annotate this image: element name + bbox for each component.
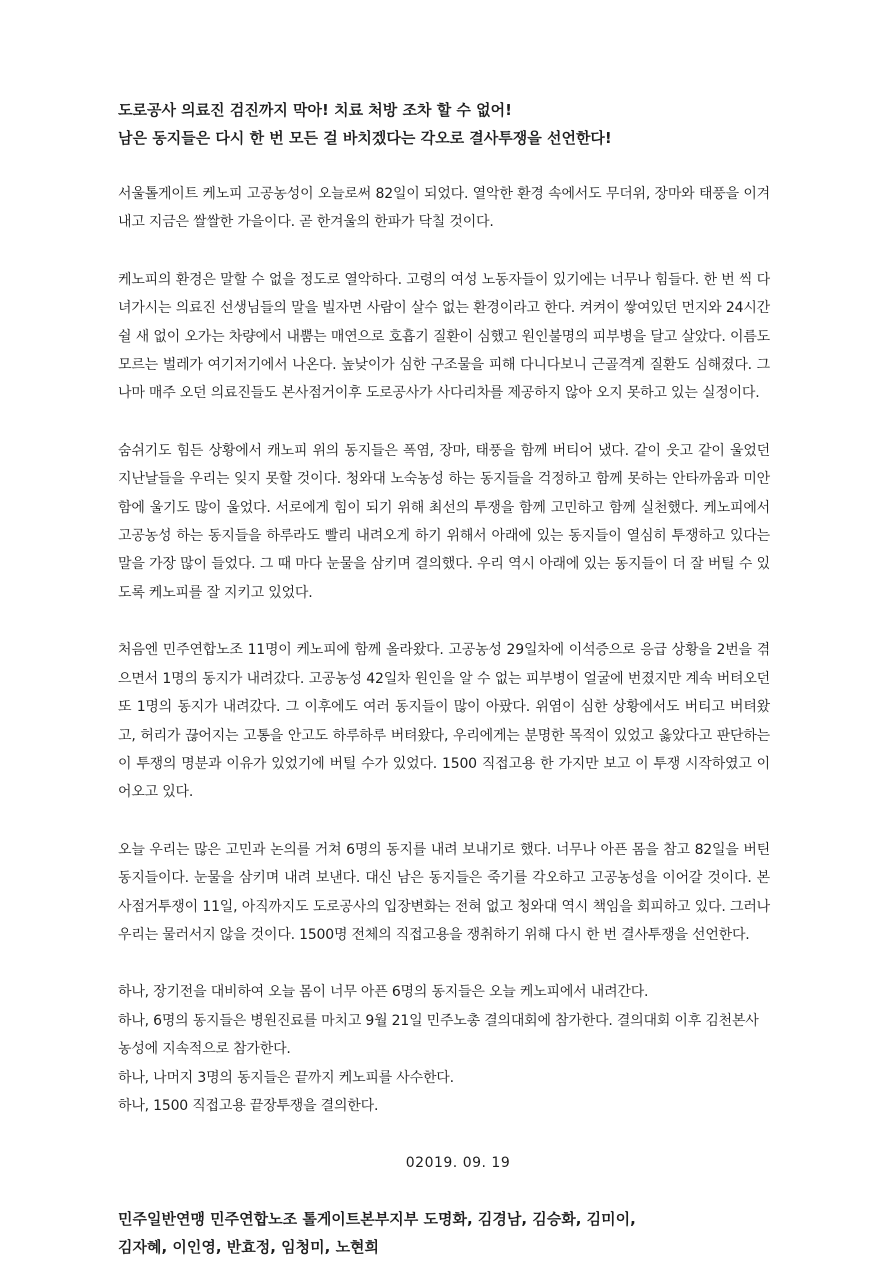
resolution-item: 하나, 1500 직접고용 끝장투쟁을 결의한다. <box>118 1097 379 1114</box>
statement-date: 02019. 09. 19 <box>405 1155 511 1172</box>
paragraph-environment: 케노피의 환경은 말할 수 없을 정도로 열악하다. 고령의 여성 노동자들이 있기에는 너무나 힘들다. 한 번 씩 다녀가시는 의료진 선생님들의 말을 빌자면 사람이 살수 없는 환경이라고 한다. 켜켜이 쌓여있던 먼지와 24시간 쉴 새 없이 오가는 차량에서 내뿜는 매연으로 호흡기 질환이 심했고 원인불명의 피부병을 달고 살았다. 이름도 모르는 벌레가 여기저기에서 나온다. 높낮이가 심한 구조물을 피해 다니다보니 근골격계 질환도 심해졌다. 그나마 매주 오던 의료진들도 본사점거이후 도로공사가 사다리차를 제공하지 않아 오지 못하고 있는 실정이다. <box>118 271 770 402</box>
resolution-item: 하나, 나머지 3명의 동지들은 끝까지 케노피를 사수한다. <box>118 1069 454 1086</box>
headline <box>118 96 770 152</box>
resolution-item: 하나, 장기전을 대비하여 오늘 몸이 너무 아픈 6명의 동지들은 오늘 케노피에서 내려간다. <box>118 984 649 1001</box>
signatories-line-1: 민주일반연맹 민주연합노조 톨게이트본부지부 도명화, 김경남, 김승화, 김미이, <box>118 1210 636 1229</box>
headline-line-2: 남은 동지들은 다시 한 번 모든 걸 바치겠다는 각오로 결사투쟁을 선언한다! <box>118 129 612 147</box>
statement-page <box>118 96 770 1261</box>
resolution-item: 하나, 6명의 동지들은 병원진료를 마치고 9월 21일 민주노총 결의대회에 참가한다. 결의대회 이후 김천본사농성에 지속적으로 참가한다. <box>118 1012 759 1058</box>
signatories <box>118 1205 770 1261</box>
paragraph-declaration: 오늘 우리는 많은 고민과 논의를 거쳐 6명의 동지를 내려 보내기로 했다. 너무나 아픈 몸을 참고 82일을 버틴 동지들이다. 눈물을 삼키며 내려 보낸다. 대신 남은 동지들은 죽기를 각오하고 고공농성을 이어갈 것이다. 본사점거투쟁이 11일, 아직까지도 도로공사의 입장변화는 전혀 없고 청와대 역시 책임을 회피하고 있다. 그러나 우리는 물러서지 않을 것이다. 1500명 전체의 직접고용을 쟁취하기 위해 다시 한 번 결사투쟁을 선언한다. <box>118 841 770 943</box>
paragraph-intro: 서울톨게이트 케노피 고공농성이 오늘로써 82일이 되었다. 열악한 환경 속에서도 무더위, 장마와 태풍을 이겨내고 지금은 쌀쌀한 가을이다. 곧 한겨울의 한파가 닥칠 것이다. <box>118 186 770 231</box>
signatories-line-2: 김자혜, 이인영, 반효정, 임청미, 노현희 <box>118 1238 380 1257</box>
headline-line-1: 도로공사 의료진 검진까지 막아! 치료 처방 조차 할 수 없어! <box>118 101 512 119</box>
resolution-list <box>118 978 770 1120</box>
paragraph-endurance: 숨쉬기도 힘든 상황에서 캐노피 위의 동지들은 폭염, 장마, 태풍을 함께 버티어 냈다. 같이 웃고 같이 울었던 지난날들을 우리는 잊지 못할 것이다. 청와대 노숙농성 하는 동지들을 걱정하고 함께 못하는 안타까움과 미안함에 울기도 많이 울었다. 서로에게 힘이 되기 위해 최선의 투쟁을 함께 고민하고 함께 실천했다. 케노피에서 고공농성 하는 동지들을 하루라도 빨리 내려오게 하기 위해서 아래에 있는 동지들이 열심히 투쟁하고 있다는 말을 가장 많이 들었다. 그 때 마다 눈물을 삼키며 결의했다. 우리 역시 아래에 있는 동지들이 더 잘 버틸 수 있도록 케노피를 잘 지키고 있었다. <box>118 442 770 601</box>
paragraph-history: 처음엔 민주연합노조 11명이 케노피에 함께 올라왔다. 고공농성 29일차에 이석증으로 응급 상황을 2번을 겪으면서 1명의 동지가 내려갔다. 고공농성 42일차 원인을 알 수 없는 피부병이 얼굴에 번졌지만 계속 버텨오던 또 1명의 동지가 내려갔다. 그 이후에도 여러 동지들이 많이 아팠다. 위염이 심한 상황에서도 버티고 버텨왔고, 허리가 끊어지는 고통을 안고도 하루하루 버텨왔다, 우리에게는 분명한 목적이 있었고 옳았다고 판단하는 이 투쟁의 명분과 이유가 있었기에 버틸 수가 있었다. 1500 직접고용 한 가지만 보고 이 투쟁 시작하였고 이어오고 있다. <box>118 642 770 801</box>
